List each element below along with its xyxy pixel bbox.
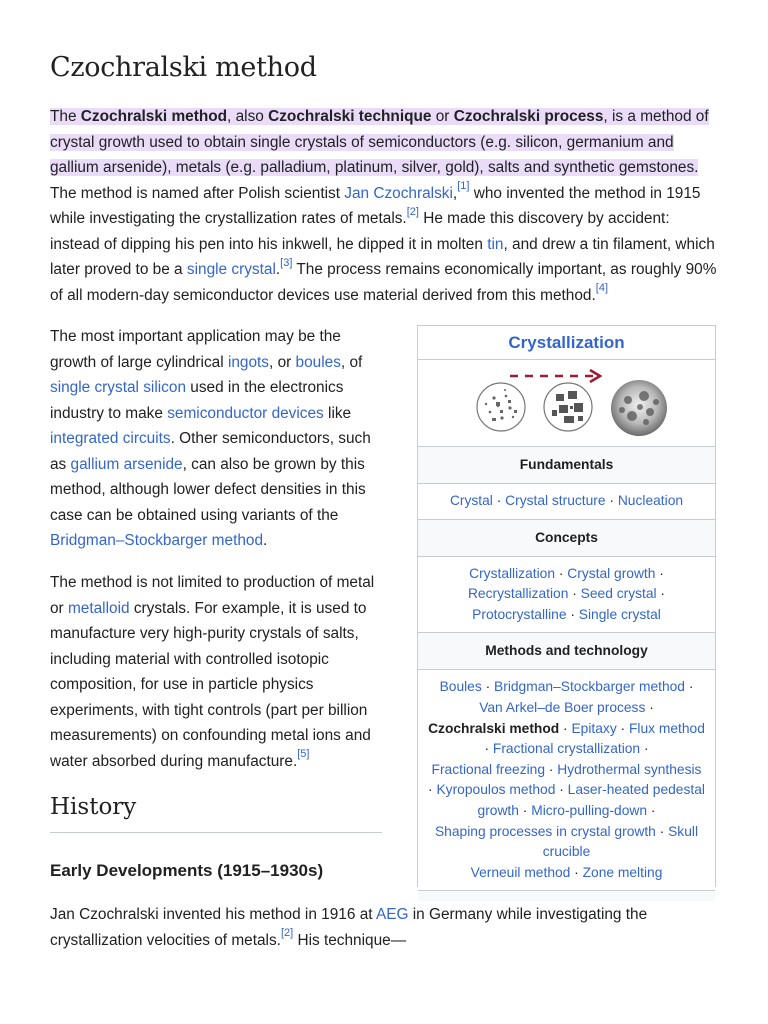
link-bridgman-stockbarger[interactable]: Bridgman–Stockbarger method xyxy=(50,532,264,549)
infobox-link[interactable]: Nucleation xyxy=(617,493,684,508)
link-single-crystal[interactable]: single crystal xyxy=(186,261,276,278)
paragraph-salts xyxy=(50,570,380,774)
infobox-link[interactable]: Crystal structure xyxy=(505,493,606,508)
separator: · xyxy=(518,802,532,818)
ref-2[interactable] xyxy=(281,927,293,939)
infobox-link[interactable]: Kyropoulos method xyxy=(436,782,556,798)
link-ingots[interactable]: ingots xyxy=(227,353,270,371)
infobox-link[interactable]: Zone melting xyxy=(582,864,663,880)
infobox-link[interactable]: Shaping processes in crystal growth xyxy=(434,823,656,839)
lead-paragraph xyxy=(50,104,722,308)
ref-link[interactable]: [3] xyxy=(280,256,293,269)
text: , can also be grown by this method, although lower defect densities in this case can be obtained using variants of the xyxy=(50,455,366,524)
page-title: Czochralski method xyxy=(50,52,317,83)
ref-link[interactable]: [4] xyxy=(595,282,608,295)
separator: · xyxy=(484,741,493,757)
infobox-link[interactable]: Skull crucible xyxy=(542,823,699,860)
infobox-list-concepts xyxy=(418,557,715,634)
separator: · xyxy=(570,864,583,880)
link-jan-czochralski[interactable]: Jan Czochralski xyxy=(344,184,453,202)
infobox-list-methods xyxy=(418,670,715,891)
infobox-list-fundamentals xyxy=(418,484,715,520)
infobox-link[interactable]: Bridgman–Stockbarger method xyxy=(494,679,685,695)
text: , of xyxy=(340,353,363,371)
separator: · xyxy=(428,782,437,798)
infobox-link[interactable]: Flux method xyxy=(628,720,705,736)
link-integrated-circuits[interactable]: integrated circuits xyxy=(50,430,171,447)
separator: · xyxy=(605,493,618,508)
text: The process remains economically important, as roughly 90% of all modern-day semiconductor devices use material derived from this method. xyxy=(50,261,717,304)
infobox-title[interactable] xyxy=(418,326,715,360)
text: , also xyxy=(227,108,269,125)
bold-term: Czochralski method xyxy=(80,108,228,125)
text: Jan Czochralski invented his method in 1916 at xyxy=(50,906,376,923)
infobox-link[interactable]: Hydrothermal synthesis xyxy=(557,761,702,777)
link-single-crystal-silicon[interactable]: single crystal silicon xyxy=(50,379,186,396)
infobox-title-text[interactable]: Crystallization xyxy=(508,333,625,352)
text: His technique— xyxy=(293,931,407,949)
infobox-link[interactable]: Crystallization xyxy=(469,565,555,581)
infobox-header-methods: Methods and technology xyxy=(418,633,715,670)
infobox-link[interactable]: Verneuil method xyxy=(470,864,571,880)
infobox-crystallization xyxy=(417,325,716,887)
link-aeg[interactable]: AEG xyxy=(375,906,409,923)
text: in Germany while investigating the crystallization velocities of metals. xyxy=(50,906,648,949)
paragraph-history xyxy=(50,902,722,953)
text: crystals. For example, it is used to manufacture very high-purity crystals of salts, including material with controlled isotopic composition, for use in particle physics experiments, with tight controls (part per billion measurements) on confounding metal ions and water absorbed during manufacture. xyxy=(50,599,371,770)
separator: · xyxy=(559,720,572,736)
text: The most important application may be the growth of large cylindrical xyxy=(50,328,341,371)
separator: · xyxy=(566,606,579,622)
infobox-link[interactable]: Micro-pulling-down xyxy=(531,802,648,818)
ref-3[interactable] xyxy=(280,257,292,269)
separator: · xyxy=(656,586,666,602)
separator: · xyxy=(640,741,649,757)
separator: · xyxy=(645,699,654,715)
crystallization-image xyxy=(418,360,715,447)
infobox-link[interactable]: Van Arkel–de Boer process xyxy=(479,699,646,715)
text: . Other semiconductors, such as xyxy=(50,430,371,473)
text: , is a method of crystal growth used to obtain single crystals of semiconductors (e.g. silicon, germanium and gallium arsenide), metals (e.g. palladium, platinum, silver, gold), salts and synthetic gemstones. xyxy=(50,108,709,176)
link-metalloid[interactable]: metalloid xyxy=(67,599,130,617)
ref-2[interactable] xyxy=(407,206,419,218)
paragraph-applications xyxy=(50,324,380,554)
arrow-icon xyxy=(510,370,600,382)
text: , xyxy=(452,184,458,202)
separator: · xyxy=(545,761,558,777)
infobox-header-fundamentals: Fundamentals xyxy=(418,447,715,484)
link-semiconductor-devices[interactable]: semiconductor devices xyxy=(167,404,324,422)
bold-term: Czochralski technique xyxy=(268,108,432,125)
separator: · xyxy=(555,782,568,798)
infobox-link[interactable]: Single crystal xyxy=(578,606,661,622)
text: used in the electronics industry to make xyxy=(50,379,344,422)
infobox-link[interactable]: Crystal growth xyxy=(567,565,656,581)
crystallization-diagram-icon xyxy=(418,360,715,446)
ref-link[interactable]: [1] xyxy=(457,180,470,193)
text: . xyxy=(263,532,268,549)
text: like xyxy=(323,404,352,422)
separator: · xyxy=(481,679,495,695)
early-developments-heading: Early Developments (1915–1930s) xyxy=(50,861,324,880)
infobox-link[interactable]: Fractional freezing xyxy=(431,761,546,777)
infobox-footer xyxy=(418,891,715,901)
infobox-link[interactable]: Epitaxy xyxy=(571,720,617,736)
text: The xyxy=(50,108,81,125)
separator: · xyxy=(684,679,694,695)
text: or xyxy=(431,108,454,125)
text: , and drew a tin filament, which later proved to be a xyxy=(50,235,715,278)
text: The method is named after Polish scientist xyxy=(50,184,345,202)
text: who invented the method in 1915 while investigating the crystallization rates of metals. xyxy=(50,184,701,227)
infobox-link[interactable]: Seed crystal xyxy=(580,586,657,602)
separator: · xyxy=(555,565,568,581)
ref-link[interactable]: [2] xyxy=(406,205,419,218)
link-gallium-arsenide[interactable]: gallium arsenide xyxy=(70,455,183,473)
bold-term: Czochralski process xyxy=(453,108,604,125)
ref-link[interactable]: [5] xyxy=(297,748,310,761)
history-heading: History xyxy=(50,794,382,833)
infobox-link[interactable]: Boules xyxy=(439,679,482,695)
ref-5[interactable] xyxy=(297,748,309,760)
text: The method is not limited to production of metal or xyxy=(50,574,375,617)
separator: · xyxy=(655,565,664,581)
text: He made this discovery by accident: instead of dipping his pen into his inkwell, he dipped it in molten xyxy=(50,210,670,253)
ref-1[interactable] xyxy=(457,180,469,192)
infobox-link[interactable]: Fractional crystallization xyxy=(492,741,641,757)
infobox-link[interactable]: Recrystallization xyxy=(467,586,569,602)
ref-4[interactable] xyxy=(596,282,608,294)
separator: · xyxy=(655,823,669,839)
infobox-link[interactable]: Crystal xyxy=(449,493,493,508)
separator: · xyxy=(616,720,629,736)
link-boules[interactable]: boules xyxy=(295,353,341,371)
lead-highlight xyxy=(50,108,709,176)
ref-link[interactable]: [2] xyxy=(280,927,294,940)
link-tin[interactable]: tin xyxy=(487,235,504,253)
infobox-link[interactable]: Laser-heated pedestal growth xyxy=(477,782,705,818)
text: , or xyxy=(269,353,296,371)
separator: · xyxy=(647,802,656,818)
infobox-link[interactable]: Protocrystalline xyxy=(472,606,567,622)
separator: · xyxy=(568,586,581,602)
separator: · xyxy=(492,493,506,508)
text: . xyxy=(275,261,281,278)
infobox-current-item: Czochralski method xyxy=(428,720,560,736)
infobox-header-concepts: Concepts xyxy=(418,520,715,557)
